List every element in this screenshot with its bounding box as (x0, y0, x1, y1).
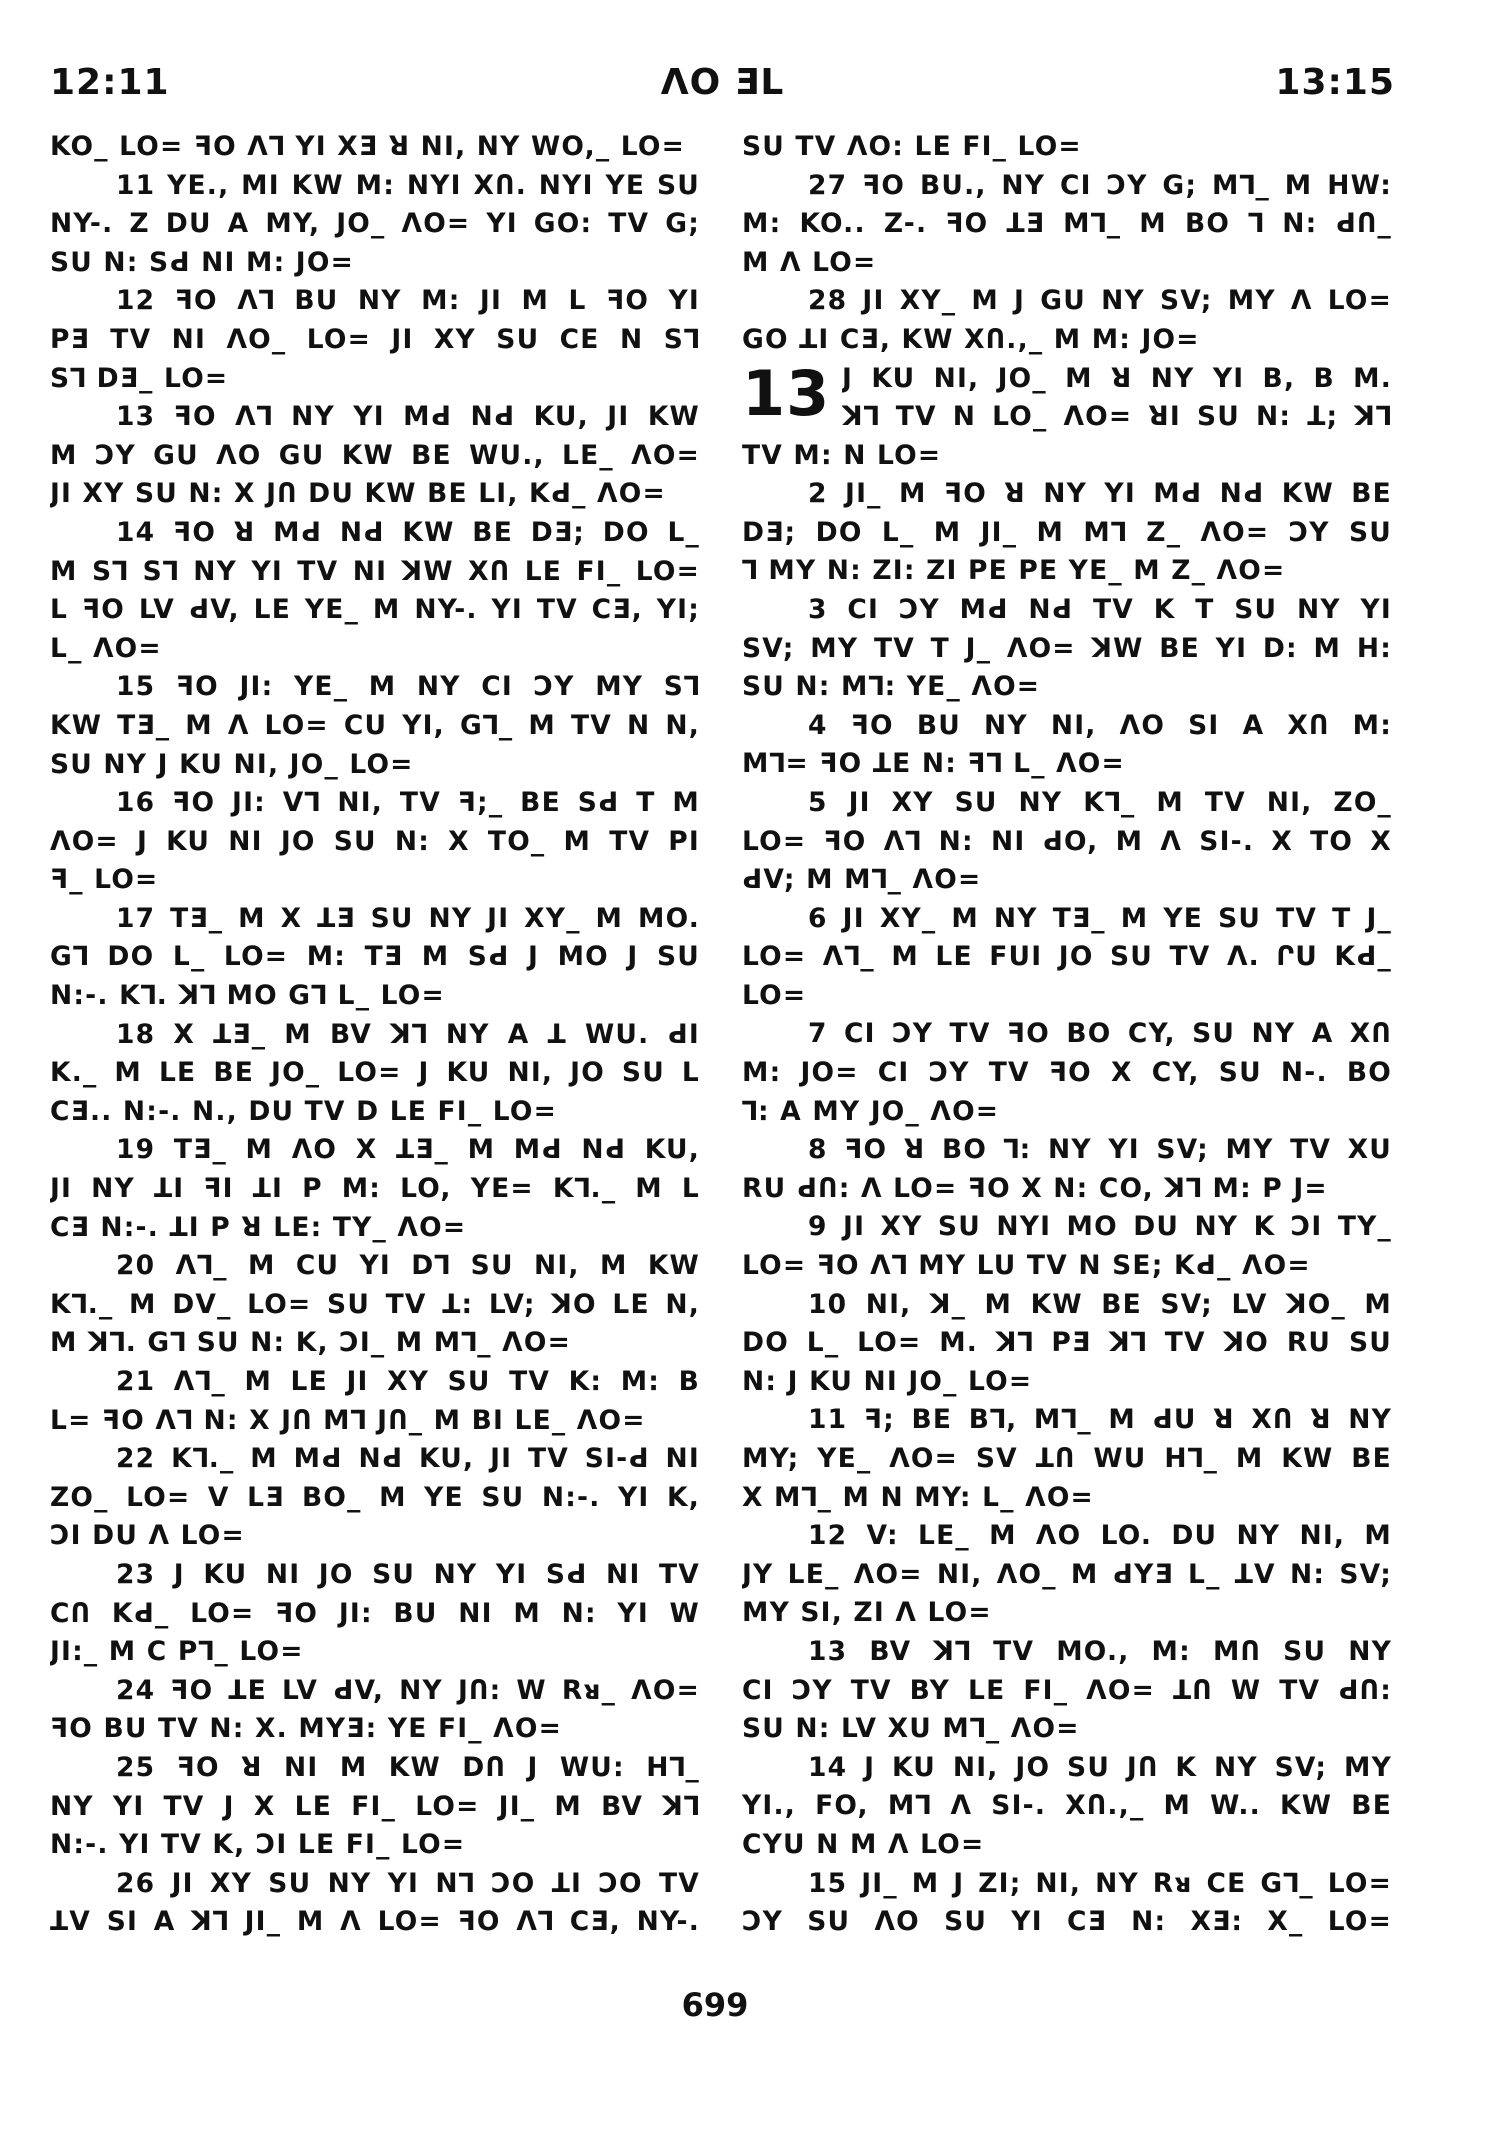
text-line: ԀV; M M⅂_ ΛO= (742, 864, 982, 896)
text-line: G⅂ DO L_ LO= M: TƎ M SԀ J MO J SU (50, 941, 700, 973)
text-line: L_ ΛO= (50, 632, 162, 664)
text-line: K⅂._ M DV_ LO= SU TV ꓕ: LV; ꓘO LE N, (50, 1288, 700, 1320)
text-line: X M⅂_ M N MY: L_ ΛO= (742, 1481, 1094, 1513)
text-line: CI ƆY TV BY LE FI_ ΛO= ꓕՈ W TV ԀՈ: (742, 1674, 1392, 1706)
text-line: PƎ TV NI ΛO_ LO= JI XY SU CE N S⅂ (50, 323, 700, 355)
text-line: NY-. Z DU A MY, JO_ ΛO= YI GO: TV G; (50, 208, 700, 240)
text-line: GO ꓕI CƎ, KW XՈ.,_ M M: JO= (742, 323, 1200, 355)
text-line: ꓕV SI A ꓘ⅂ JI_ M Λ LO= ꟻO Λ⅂ CƎ, NY-. (50, 1906, 700, 1938)
text-line: LO= (742, 979, 807, 1011)
header-verse-range-start: 12:11 (50, 62, 170, 103)
chapter-first-line: J KU NI, JO_ M ꓤ NY YI B, B M. (842, 362, 1392, 394)
text-line: L ꟻO LV ԀV, LE YE_ M NY-. YI TV CƎ, YI; (50, 594, 700, 626)
text-line: 9 JI XY SU NYI MO DU NY K ƆI TY_ (808, 1211, 1392, 1243)
chapter-start-block (742, 356, 1392, 437)
text-line: 13 BV ꓘ⅂ TV MO., M: MՈ SU NY (808, 1635, 1392, 1667)
text-line: K._ M LE BE JO_ LO= J KU NI, JO SU L (50, 1057, 700, 1089)
text-line: SU NY J KU NI, JO_ LO= (50, 748, 414, 780)
text-line: CYU N M Λ LO= (742, 1828, 985, 1860)
text-line: JI XY SU N: X JՈ DU KW BE LI, KԀ_ ΛO= (50, 478, 666, 510)
text-line: 19 TƎ_ M ΛO X ꓕƎ_ M MԀ NԀ KU, (116, 1134, 700, 1166)
text-line: TV M: N LO= (742, 439, 942, 471)
text-line: 21 Λ⅂_ M LE JI XY SU TV K: M: B (116, 1366, 700, 1397)
running-header (50, 62, 1395, 112)
text-line: ꟻ_ LO= (50, 864, 159, 896)
text-line: 11 YE., MI KW M: NYI XՈ. NYI YE SU (116, 169, 700, 201)
text-line: DO L_ LO= M. ꓘ⅂ PƎ ꓘ⅂ TV ꓘO RU SU (742, 1327, 1392, 1359)
chapter-first-lines (842, 360, 1392, 437)
text-line: JI:_ M C P⅂_ LO= (50, 1636, 304, 1668)
chapter-number: 13 (742, 356, 831, 430)
text-line: 14 ꟻO ꓤ MԀ NԀ KW BE DƎ; DO L_ (116, 516, 700, 548)
text-line: ƆI DU Λ LO= (50, 1520, 245, 1552)
text-line: KW TƎ_ M Λ LO= CU YI, G⅂_ M TV N N, (50, 709, 700, 741)
text-line: SU TV ΛO: LE FI_ LO= (742, 131, 1082, 162)
text-line: N:-. K⅂. ꓘ⅂ MO G⅂ L_ LO= (50, 980, 445, 1012)
text-line: ⅂ MY N: ZI: ZI PE PE YE_ M Z_ ΛO= (742, 555, 1286, 587)
text-line: N:-. YI TV K, ƆI LE FI_ LO= (50, 1829, 466, 1861)
text-line: M Λ LO= (742, 246, 877, 278)
right-text-column (742, 128, 1392, 1942)
text-line: 20 Λ⅂_ M CU YI D⅂ SU NI, M KW (116, 1250, 700, 1282)
text-line: 18 X ꓕƎ_ M BV ꓘ⅂ NY A ꓕ WU. ԀI (116, 1018, 700, 1050)
header-book-title: ΛO ƎL (660, 62, 785, 103)
text-line: M ꓘ⅂. G⅂ SU N: K, ƆI_ M M⅂_ ΛO= (50, 1327, 572, 1359)
text-line: 14 J KU NI, JO SU JՈ K NY SV; MY (808, 1751, 1392, 1783)
text-line: ꟻO BU TV N: X. MYƎ: YE FI_ ΛO= (50, 1713, 563, 1745)
text-line: CƎ.. N:-. N., DU TV D LE FI_ LO= (50, 1095, 558, 1127)
text-line: 22 K⅂._ M MԀ NԀ KU, JI TV SI-Ԁ NI (116, 1443, 700, 1475)
text-line: M S⅂ S⅂ NY YI TV NI ꓘW XՈ LE FI_ LO= (50, 555, 700, 587)
text-line: 16 ꟻO JI: V⅂ NI, TV ꟻ;_ BE SԀ T M (116, 787, 700, 819)
text-line: 12 ꟻO Λ⅂ BU NY M: JI M L ꟻO YI (116, 285, 700, 317)
text-line: ⅂: A MY JO_ ΛO= (742, 1095, 1000, 1127)
text-line: CƎ N:-. ꓕI P ꓤ LE: TY_ ΛO= (50, 1211, 467, 1243)
text-line: JY LE_ ΛO= NI, ΛO_ M ԀYƎ L_ ꓕV N: SV; (742, 1558, 1392, 1590)
text-line: 13 ꟻO Λ⅂ NY YI MԀ NԀ KU, JI KW (116, 401, 700, 433)
text-line: 28 JI XY_ M J GU NY SV; MY Λ LO= (808, 285, 1392, 317)
text-line: SU N: SԀ NI M: JO= (50, 246, 354, 278)
text-line: ƆY SU ΛO SU YI CƎ N: XƎ: X_ LO= (742, 1906, 1392, 1938)
page-number: 699 (681, 1986, 749, 2024)
text-line: 17 TƎ_ M X ꓕƎ SU NY JI XY_ M MO. (116, 902, 700, 934)
text-line: M: JO= CI ƆY TV ꟻO X CY, SU N-. BO (742, 1057, 1392, 1089)
text-line: 26 JI XY SU NY YI N⅂ ƆO ꓕI ƆO TV (116, 1867, 700, 1899)
header-verse-range-end: 13:15 (1275, 62, 1395, 103)
text-line: 12 V: LE_ M ΛO LO. DU NY NI, M (808, 1520, 1392, 1552)
text-line: 15 ꟻO JI: YE_ M NY CI ƆY MY S⅂ (116, 671, 700, 703)
text-line: SV; MY TV T J_ ΛO= ꓘW BE YI D: M H: (742, 632, 1392, 664)
text-line: CՈ KԀ_ LO= ꟻO JI: BU NI M N: YI W (50, 1597, 700, 1629)
text-line: M ƆY GU ΛO GU KW BE WU., LE_ ΛO= (50, 439, 700, 471)
text-line: 5 JI XY SU NY K⅂_ M TV NI, ZO_ (808, 786, 1392, 818)
text-line: 23 J KU NI JO SU NY YI SԀ NI TV (116, 1558, 700, 1590)
text-line: 11 ꟻ; BE B⅂, M⅂_ M ԀU ꓤ XՈ ꓤ NY (808, 1404, 1392, 1436)
text-line: LO= Λ⅂_ M LE FUI JO SU TV Λ. ՐU KԀ_ (742, 941, 1392, 973)
text-line: 4 ꟻO BU NY NI, ΛO SI A XՈ M: (808, 709, 1392, 741)
text-line: 6 JI XY_ M NY TƎ_ M YE SU TV T J_ (808, 902, 1392, 934)
text-line: DƎ; DO L_ M JI_ M M⅂ Z_ ΛO= ƆY SU (742, 516, 1392, 548)
text-line: RU ԀՈ: Λ LO= ꟻO X N: CO, ꓘ⅂ M: P J= (742, 1172, 1328, 1204)
text-line: KO_ LO= ꟻO Λ⅂ YI XƎ ꓤ NI, NY WO,_ LO= (50, 131, 685, 162)
text-line: M⅂= ꟻO ꓕE N: ꟻ⅂ L_ ΛO= (742, 748, 1125, 780)
text-line: YI., FO, M⅂ Λ SI-. XՈ.,_ M W.. KW BE (742, 1790, 1392, 1822)
text-line: MY; YE_ ΛO= SV ꓕՈ WU H⅂_ M KW BE (742, 1443, 1392, 1474)
text-line: ΛO= J KU NI JO SU N: X TO_ M TV PI (50, 825, 700, 857)
text-line: N: J KU NI JO_ LO= (742, 1365, 1033, 1397)
text-line: NY YI TV J X LE FI_ LO= JI_ M BV ꓘ⅂ (50, 1790, 700, 1822)
left-text-column (50, 128, 700, 1942)
text-line: 8 ꟻO ꓤ BO ⅂: NY YI SV; MY TV XU (808, 1134, 1392, 1166)
text-line: JI NY ꓕI ꟻI ꓕI P M: LO, YE= K⅂._ M L (50, 1173, 700, 1205)
text-line: ZO_ LO= V LƎ BO_ M YE SU N:-. YI K, (50, 1481, 700, 1513)
text-line: LO= ꟻO Λ⅂ N: NI ԀO, M Λ SI-. X TO X (742, 825, 1392, 857)
text-line: M: KO.. Z-. ꟻO ꓕƎ M⅂_ M BO ⅂ N: ԀՈ_ (742, 208, 1392, 240)
text-line: LO= ꟻO Λ⅂ MY LU TV N SE; KԀ_ ΛO= (742, 1250, 1311, 1282)
text-line: 27 ꟻO BU., NY CI ƆY G; M⅂_ M HW: (808, 169, 1392, 201)
text-line: 10 NI, ꓘ_ M KW BE SV; LV ꓘO_ M (808, 1288, 1392, 1320)
text-line: SU N: LV XU M⅂_ ΛO= (742, 1713, 1080, 1745)
text-line: MY SI, ZI Λ LO= (742, 1597, 992, 1629)
text-line: 25 ꟻO ꓤ NI M KW DՈ J WU: H⅂_ (116, 1751, 700, 1783)
text-line: 3 CI ƆY MԀ NԀ TV K T SU NY YI (808, 593, 1392, 625)
text-line: SU N: M⅂: YE_ ΛO= (742, 671, 1041, 703)
text-line: L= ꟻO Λ⅂ N: X JՈ M⅂ JՈ_ M BI LE_ ΛO= (50, 1404, 646, 1436)
chapter-second-line: ꓘ⅂ TV N LO_ ΛO= ꓤI SU N: ꓕ; ꓘ⅂ (842, 401, 1392, 433)
right-column-top-block (742, 128, 1392, 360)
text-line: 2 JI_ M ꟻO ꓤ NY YI MԀ NԀ KW BE (808, 478, 1392, 510)
text-line: 24 ꟻO ꓕE LV ԀV, NY JՈ: W Rᴚ_ ΛO= (116, 1674, 700, 1706)
text-line: 15 JI_ M J ZI; NI, NY Rᴚ CE G⅂_ LO= (808, 1867, 1392, 1899)
text-line: 7 CI ƆY TV ꟻO BO CY, SU NY A XՈ (808, 1018, 1392, 1050)
text-line: S⅂ DƎ_ LO= (50, 362, 229, 394)
right-column-rest-block (742, 437, 1392, 1942)
